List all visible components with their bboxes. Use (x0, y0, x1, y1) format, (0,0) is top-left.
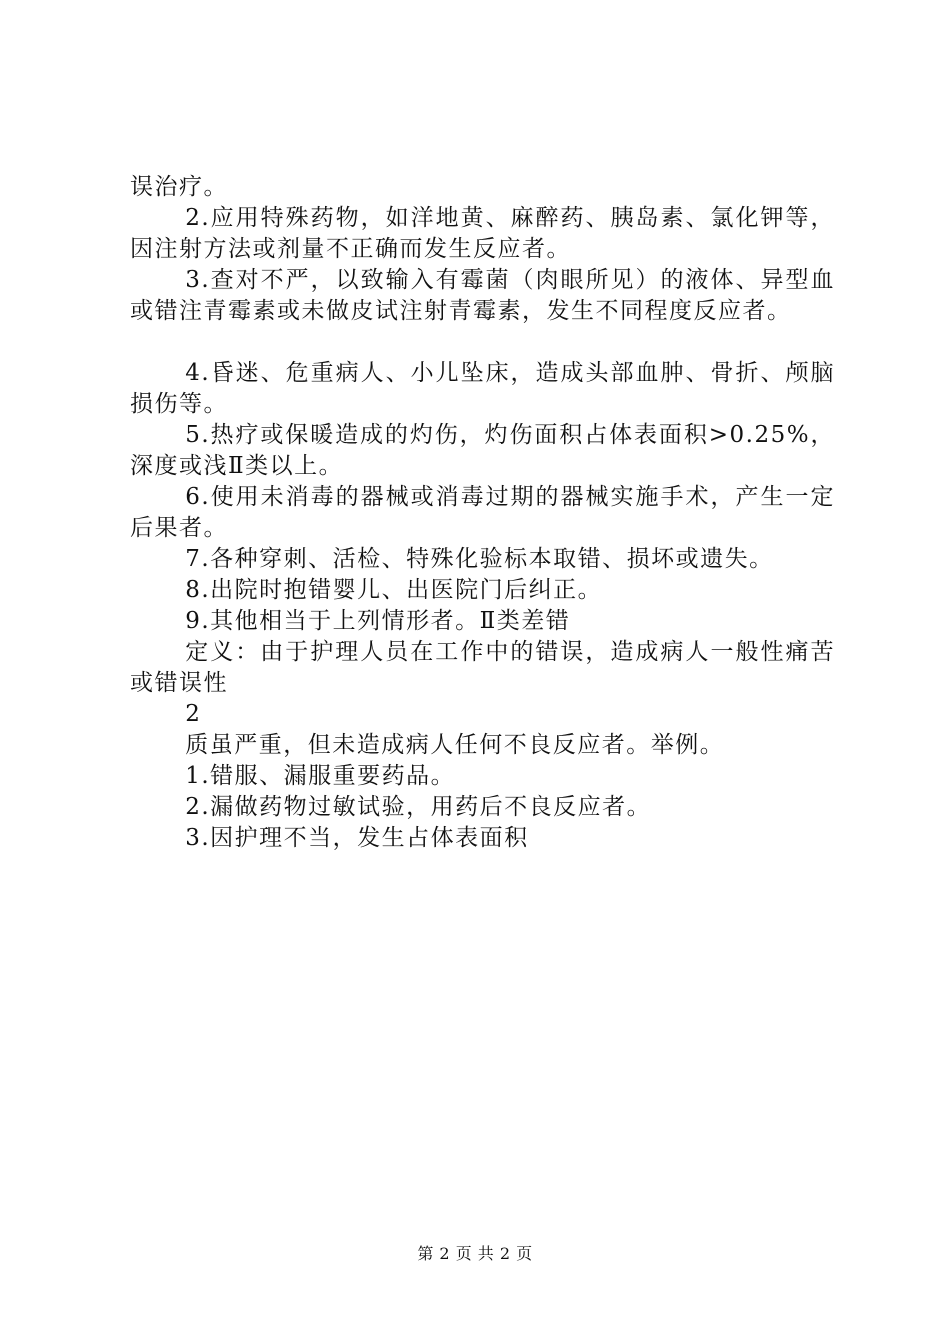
paragraph-10: 定义：由于护理人员在工作中的错误，造成病人一般性痛苦或错误性 (130, 639, 835, 696)
paragraph-6: 6.使用未消毒的器械或消毒过期的器械实施手术，产生一定后果者。 (130, 484, 835, 541)
paragraph-11: 2 (185, 701, 202, 727)
paragraph-14: 2.漏做药物过敏试验，用药后不良反应者。 (185, 794, 652, 820)
document-body (130, 172, 835, 854)
paragraph-13: 1.错服、漏服重要药品。 (185, 763, 456, 789)
paragraph-2: 2.应用特殊药物，如洋地黄、麻醉药、胰岛素、氯化钾等，因注射方法或剂量不正确而发生反应者。 (130, 205, 835, 262)
paragraph-gap (130, 327, 835, 358)
paragraph-7: 7.各种穿刺、活检、特殊化验标本取错、损坏或遗失。 (185, 546, 774, 572)
paragraph-5: 5.热疗或保暖造成的灼伤，灼伤面积占体表面积>0.25%，深度或浅Ⅱ类以上。 (130, 422, 835, 479)
paragraph-15: 3.因护理不当，发生占体表面积 (185, 825, 529, 851)
paragraph-4: 4.昏迷、危重病人、小儿坠床，造成头部血肿、骨折、颅脑损伤等。 (130, 360, 835, 417)
paragraph-3: 3.查对不严，以致输入有霉菌（肉眼所见）的液体、异型血或错注青霉素或未做皮试注射青霉素，发生不同程度反应者。 (130, 267, 835, 324)
page-footer: 第 2 页 共 2 页 (417, 1244, 533, 1263)
paragraph-8: 8.出院时抱错婴儿、出医院门后纠正。 (185, 577, 603, 603)
paragraph-12: 质虽严重，但未造成病人任何不良反应者。举例。 (185, 732, 725, 758)
paragraph-1: 误治疗。 (130, 174, 228, 200)
paragraph-9: 9.其他相当于上列情形者。Ⅱ类差错 (185, 608, 571, 634)
